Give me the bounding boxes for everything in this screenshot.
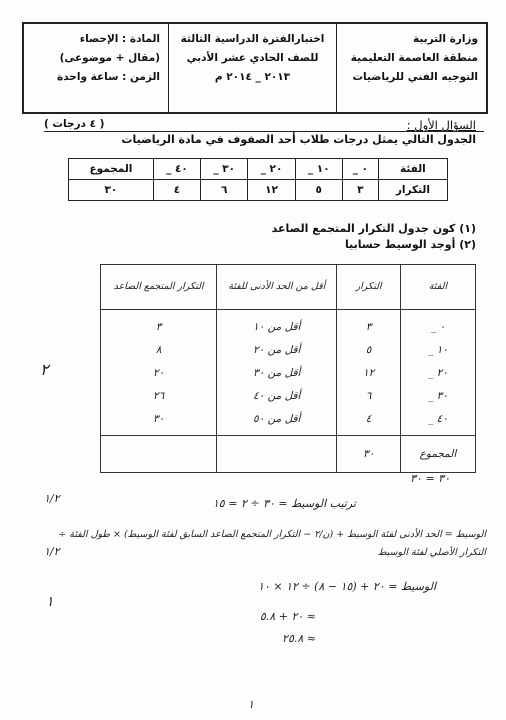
margin-mark: ٢ [40, 360, 49, 379]
class-cell: ٣٠ _ [201, 159, 248, 180]
cum-empty-cell [217, 436, 337, 473]
table-row [69, 159, 448, 180]
cumulative-table [100, 264, 476, 473]
freq-cell: ٤ [153, 180, 200, 201]
row-label-class: الفئة [378, 159, 447, 180]
list-item: ٦ [365, 390, 372, 402]
table-row [101, 310, 476, 436]
header-year: ٢٠١٣ _ ٢٠١٤ م [214, 71, 291, 83]
header-exam-title: اختبارالفترة الدراسية الثالثة [180, 33, 325, 45]
cum-header-cumulative: التكرار المتجمع الصاعد [101, 265, 217, 310]
solution-line-5: ≈ ٢٠ + ٥.٨ [259, 610, 316, 623]
list-item: ٢٠ [152, 367, 165, 379]
page-number: ١ [248, 698, 254, 711]
solution-line-6: ≈ ٢٥.٨ [282, 632, 316, 645]
row-label-frequency: التكرار [378, 180, 447, 201]
table-row [101, 436, 476, 473]
question-marks: ( ٤ درجات ) [44, 118, 105, 130]
class-cell: ٤٠ _ [153, 159, 200, 180]
list-item: أقل من ١٠ [253, 321, 301, 333]
header-ministry-box [336, 24, 486, 112]
question-title: السؤال الأول : [406, 118, 476, 132]
frequency-table [68, 158, 448, 201]
table-row [101, 265, 476, 310]
requirement-2: (٢) أوجد الوسيط حسابيا [344, 238, 476, 251]
header-subject: المادة : الإحصاء [79, 33, 160, 45]
list-item: ٤٠ _ [428, 413, 448, 425]
list-item: أقل من ٢٠ [253, 344, 301, 356]
list-item: ٣٠ [152, 413, 165, 425]
cum-total-value: ٣٠ [337, 436, 401, 473]
requirement-1: (١) كون جدول التكرار المتجمع الصاعد [271, 222, 476, 235]
question-divider [44, 131, 484, 132]
header-grade: للصف الحادي عشر الأدبي [186, 52, 319, 64]
total-value-cell: ٣٠ [69, 180, 154, 201]
margin-mark: ١ [46, 594, 54, 610]
list-item: ٥ [365, 344, 372, 356]
list-item: ٢٦ [152, 390, 165, 402]
list-item: أقل من ٤٠ [253, 390, 301, 402]
list-item: ٣٠ _ [428, 390, 448, 402]
question-text: الجدول التالي يمثل درجات طلاب أحد الصفوف في مادة الرياضيات [121, 133, 476, 146]
list-item: ٣ [155, 321, 162, 333]
list-item: ٨ [155, 344, 162, 356]
list-item: أقل من ٣٠ [253, 367, 301, 379]
table-row [69, 180, 448, 201]
cum-less-than-column [217, 310, 337, 436]
cum-class-column [401, 310, 476, 436]
cum-header-frequency: التكرار [337, 265, 401, 310]
list-item: ٣ [365, 321, 372, 333]
cum-total-label: المجموع [401, 436, 476, 473]
freq-cell: ٣ [342, 180, 378, 201]
list-item: ٠ _ [430, 321, 446, 333]
header-ministry: وزارة التربية [412, 33, 478, 45]
header-subject-box [24, 24, 168, 112]
total-header-cell: المجموع [69, 159, 154, 180]
cum-header-less-than: أقل من الحد الأدنى للفئة [217, 265, 337, 310]
solution-line-2: ترتيب الوسيط = ٣٠ ÷ ٢ = ١٥ [212, 497, 356, 510]
header-department: التوجيه الفني للرياضيات [352, 71, 478, 83]
cum-empty-cell [101, 436, 217, 473]
header-exam-box [168, 24, 336, 112]
solution-line-4: الوسيط = ٢٠ + (١٥ − ٨) ÷ ١٢ × ١٠ [258, 580, 436, 593]
margin-mark: ١/٢ [44, 492, 60, 505]
exam-header [22, 22, 488, 114]
cum-header-class: الفئة [401, 265, 476, 310]
list-item: ٤ [365, 413, 372, 425]
solution-line-3: الوسيط = الحد الأدنى لفئة الوسيط + (ن/٢ − التكرار المتجمع الصاعد السابق لفئة الوسيط) × طول الفئة ÷ التكرار الأصلي لفئة الوسيط [58, 529, 486, 558]
class-cell: ٢٠ _ [248, 159, 295, 180]
header-region: منطقة العاصمة التعليمية [350, 52, 478, 64]
list-item: ١٠ _ [428, 344, 448, 356]
cum-cumulative-column [101, 310, 217, 436]
solution-line-1: ٣٠ = ٣٠ [410, 472, 450, 485]
class-cell: ٠ _ [342, 159, 378, 180]
margin-mark: ١/٢ [44, 545, 60, 558]
header-duration: الزمن : ساعة واحدة [57, 71, 160, 83]
header-format: (مقال + موضوعى) [59, 52, 160, 64]
freq-cell: ١٢ [248, 180, 295, 201]
freq-cell: ٦ [201, 180, 248, 201]
cum-frequency-column [337, 310, 401, 436]
freq-cell: ٥ [295, 180, 342, 201]
class-cell: ١٠ _ [295, 159, 342, 180]
list-item: ١٢ [362, 367, 375, 379]
list-item: أقل من ٥٠ [253, 413, 301, 425]
list-item: ٢٠ _ [428, 367, 448, 379]
